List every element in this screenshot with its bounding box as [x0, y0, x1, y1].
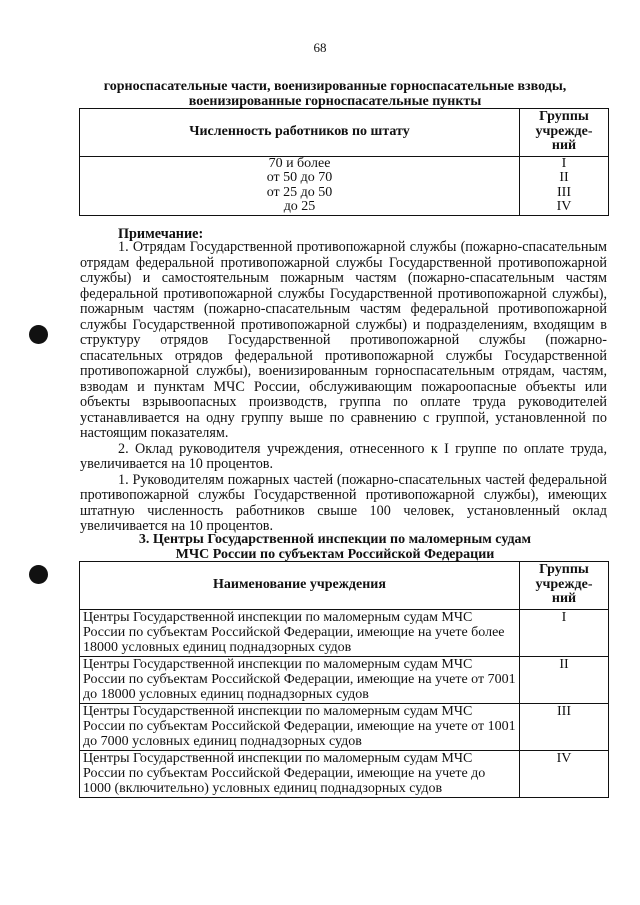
staff-count-value: до 25: [283, 199, 316, 214]
punch-hole-top: [29, 325, 48, 344]
group-value: I: [561, 155, 567, 171]
institution-name-cell: Центры Государственной инспекции по маломерным судам МЧС России по субъектам Российской Федерации, имеющие на учете от 1001 до 7000 условных единиц поднадзорных судов: [80, 703, 520, 750]
col-header-institution-name: Наименование учреждения: [80, 562, 520, 610]
table-row: [80, 656, 609, 703]
staff-count-value: 70 и более: [268, 155, 331, 171]
page-number: 68: [313, 40, 327, 55]
col-header-groups: Группы учрежде- ний: [520, 562, 609, 610]
note-paragraph: 1. Руководителям пожарных частей (пожарно-спасательных частей федеральной противопожарной службы Государственной противопожарной службы), имеющих штатную численность работников свыше 100 человек, установленный оклад увеличивается на 10 процентов.: [80, 471, 607, 534]
group-cell: I: [520, 609, 609, 656]
staff-count-cell: [80, 156, 520, 215]
table-header-row: [80, 109, 609, 157]
group-cell: III: [520, 703, 609, 750]
section-a-heading-line1: горноспасательные части, военизированные горноспасательные взводы,: [103, 79, 567, 94]
group-cell: II: [520, 656, 609, 703]
staff-count-value: от 25 до 50: [266, 184, 333, 200]
note-paragraph: 2. Оклад руководителя учреждения, отнесенного к I группе по оплате труда, увеличивается на 10 процентов.: [80, 440, 607, 472]
table-row: [80, 703, 609, 750]
institution-name-cell: Центры Государственной инспекции по маломерным судам МЧС России по субъектам Российской Федерации, имеющие на учете от 7001 до 18000 условных единиц поднадзорных судов: [80, 656, 520, 703]
gims-centers-table: [79, 561, 609, 798]
col-header-groups: Группы учрежде- ний: [520, 109, 609, 157]
notes-body: [80, 240, 607, 535]
section-3-heading-line1: 3. Центры Государственной инспекции по маломерным судам: [138, 532, 532, 547]
group-value: III: [557, 184, 571, 200]
table-row: [80, 750, 609, 797]
table-row: [80, 609, 609, 656]
staff-count-value: от 50 до 70: [266, 170, 333, 185]
section-a-heading-line2: военизированные горноспасательные пункты: [188, 93, 482, 109]
section-3-heading-line2: МЧС России по субъектам Российской Федерации: [175, 546, 495, 562]
punch-hole-bottom: [29, 565, 48, 584]
note-title: Примечание:: [118, 226, 204, 242]
note-paragraph: 1. Отрядам Государственной противопожарной службы (пожарно-спасательным отрядам федеральной противопожарной службы Государственной противопожарной службы) и самостоятельным пожарным частям (пожарно-спасательным частям федеральной противопожарной службы Государственной противопожарной службы), пожарным частям (пожарно-спасательным частям федеральной противопожарной службы Государственной противопожарной службы) и подразделениям, входящим в структуру отрядов Государственной противопожарной службы (пожарно-спасательных отрядов федеральной противопожарной службы Государственной противопожарной службы), военизированным горноспасательным отрядам, частям, взводам и пунктам МЧС России, обслуживающим пожароопасные объекты или объекты взрывоопасных производств, группа по оплате труда руководителей устанавливается на одну группу выше по сравнению с группой, установленной по настоящим показателям.: [80, 239, 607, 441]
table-body-row: [80, 156, 609, 215]
staff-count-table: [79, 108, 609, 216]
section-3-heading: [70, 533, 600, 562]
group-cell: IV: [520, 750, 609, 797]
table-header-row: [80, 562, 609, 610]
institution-name-cell: Центры Государственной инспекции по маломерным судам МЧС России по субъектам Российской Федерации, имеющие на учете более 18000 условных единиц поднадзорных судов: [80, 609, 520, 656]
section-a-heading: [70, 80, 600, 109]
institution-name-cell: Центры Государственной инспекции по маломерным судам МЧС России по субъектам Российской Федерации, имеющие на учете до 1000 (включительно) условных единиц поднадзорных судов: [80, 750, 520, 797]
group-cell: [520, 156, 609, 215]
col-header-staff-count: Численность работников по штату: [80, 109, 520, 157]
group-value: IV: [556, 199, 572, 214]
group-value: II: [559, 170, 569, 185]
